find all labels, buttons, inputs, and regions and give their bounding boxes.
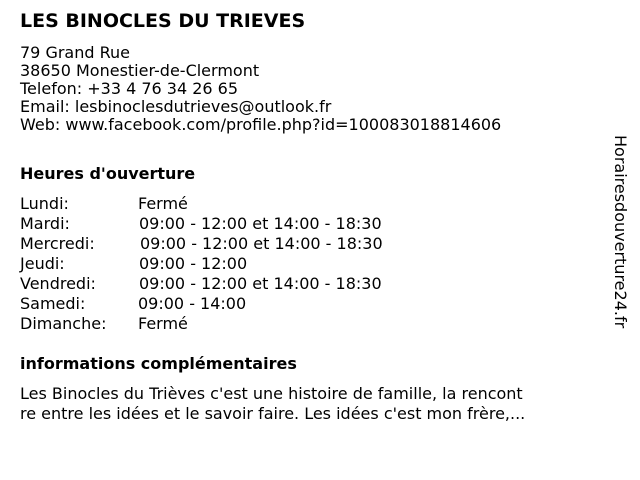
address-city: 38650 Monestier-de-Clermont [20, 61, 260, 80]
phone-line: Telefon: +33 4 76 34 26 65 [20, 79, 239, 98]
day-label: Lundi: [20, 194, 69, 213]
day-label: Mardi: [20, 214, 70, 233]
email-line: Email: lesbinoclesdutrieves@outlook.fr [20, 97, 332, 116]
day-hours: Fermé [138, 314, 188, 333]
contact-block [20, 44, 501, 134]
day-hours: 09:00 - 12:00 et 14:00 - 18:30 [139, 214, 382, 233]
day-hours: 09:00 - 12:00 et 14:00 - 18:30 [139, 274, 382, 293]
day-label: Jeudi: [20, 254, 65, 273]
day-label: Dimanche: [20, 314, 107, 333]
info-heading: informations complémentaires [20, 354, 297, 373]
address-street: 79 Grand Rue [20, 43, 130, 62]
day-hours: 09:00 - 12:00 et 14:00 - 18:30 [140, 234, 383, 253]
day-label: Samedi: [20, 294, 86, 313]
day-hours: Fermé [138, 194, 188, 213]
description-line: re entre les idées et le savoir faire. Les idées c'est mon frère,... [20, 404, 526, 423]
day-hours: 09:00 - 14:00 [138, 294, 247, 313]
description [20, 384, 580, 424]
day-label: Mercredi: [20, 234, 95, 253]
description-line: Les Binocles du Trièves c'est une histoire de famille, la rencont [20, 384, 523, 403]
business-title: LES BINOCLES DU TRIEVES [20, 10, 306, 32]
day-label: Vendredi: [20, 274, 96, 293]
hours-heading: Heures d'ouverture [20, 164, 196, 183]
site-watermark-text: Horairesdouverture24.fr [611, 135, 630, 329]
day-hours: 09:00 - 12:00 [139, 254, 248, 273]
web-line: Web: www.facebook.com/profile.php?id=100083018814606 [20, 115, 502, 134]
site-watermark [610, 135, 630, 375]
